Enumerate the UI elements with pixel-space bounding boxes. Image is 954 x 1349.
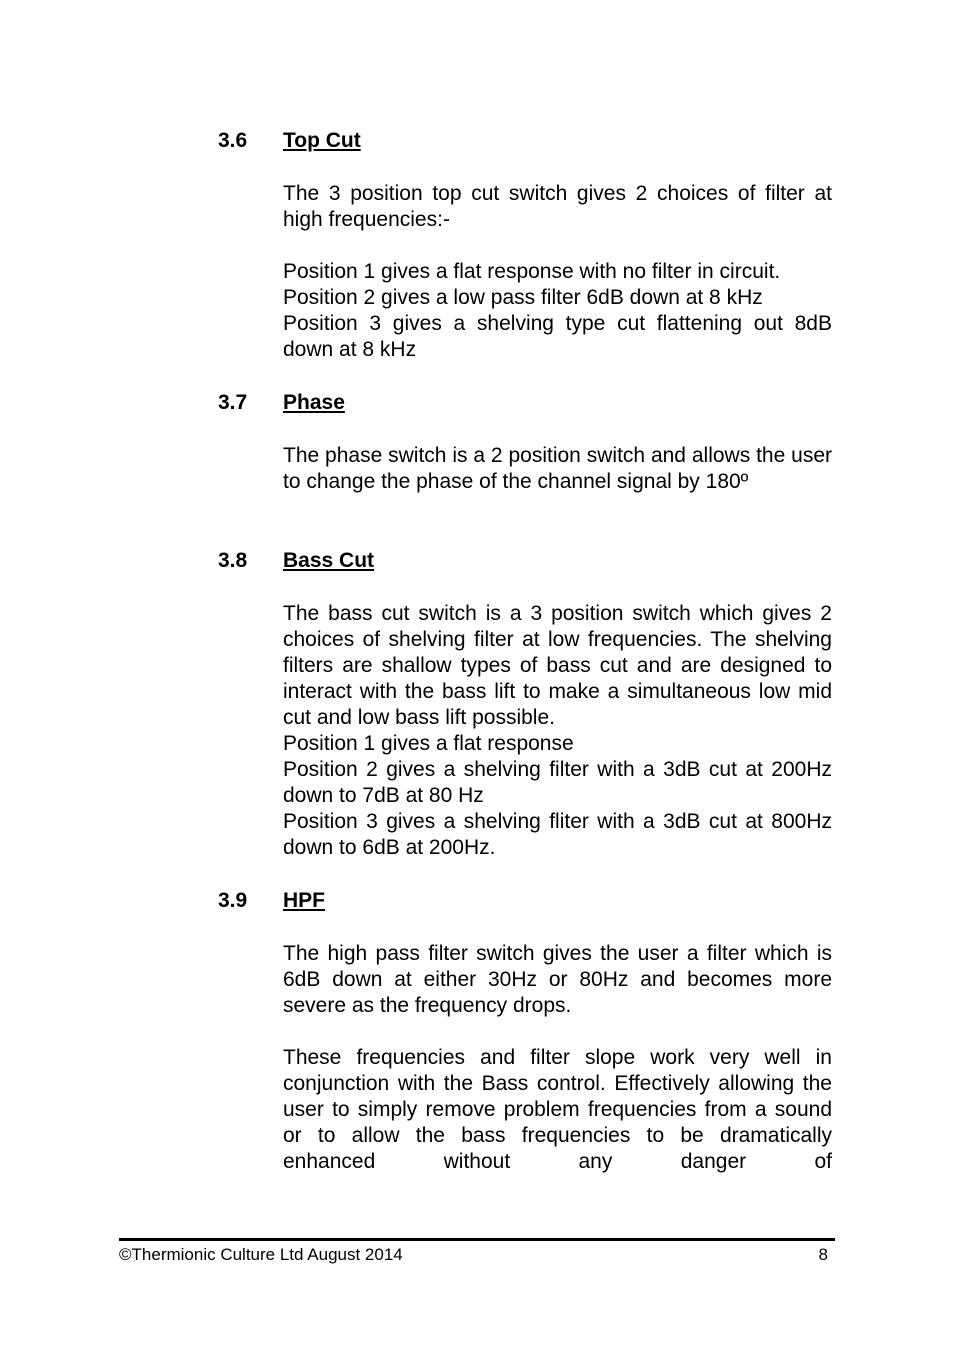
- list-item: Position 3 gives a shelving type cut flattening out 8dB down at 8 kHz: [283, 312, 832, 361]
- paragraph: The 3 position top cut switch gives 2 choices of filter at high frequencies:-: [283, 182, 832, 231]
- bass-cut-text: [283, 601, 832, 861]
- section-title: Bass Cut: [283, 549, 375, 572]
- section-heading-bass-cut: [218, 548, 374, 574]
- position-list: [283, 259, 832, 363]
- section-number: 3.9: [218, 889, 248, 912]
- section-heading-phase: [218, 390, 345, 416]
- paragraph: The phase switch is a 2 position switch and allows the user to change the phase of the channel signal by 180º: [283, 444, 832, 493]
- section-number: 3.7: [218, 391, 248, 414]
- page-number: 8: [818, 1245, 828, 1264]
- list-item: Position 1 gives a flat response: [283, 732, 574, 755]
- section-title: Top Cut: [283, 129, 361, 152]
- section-heading-top-cut: [218, 128, 361, 154]
- section-title: HPF: [283, 889, 325, 912]
- section-number: 3.8: [218, 549, 248, 572]
- section-number: 3.6: [218, 129, 248, 152]
- list-item: Position 2 gives a low pass filter 6dB down at 8 kHz: [283, 286, 763, 309]
- list-item: Position 3 gives a shelving fliter with a 3dB cut at 800Hz down to 6dB at 200Hz.: [283, 810, 832, 859]
- paragraph: These frequencies and filter slope work very well in conjunction with the Bass control. Effectively allowing the user to simply remove problem frequencies from a sound or to allow the bass frequencies to be dramatically enhanced without any danger of: [283, 1046, 832, 1173]
- list-item: Position 2 gives a shelving filter with a 3dB cut at 200Hz down to 7dB at 80 Hz: [283, 758, 832, 807]
- section-title: Phase: [283, 391, 345, 414]
- list-item: Position 1 gives a flat response with no filter in circuit.: [283, 260, 781, 283]
- paragraph: The high pass filter switch gives the user a filter which is 6dB down at either 30Hz or 80Hz and becomes more severe as the frequency drops.: [283, 942, 832, 1017]
- section-heading-hpf: [218, 888, 325, 914]
- paragraph: The bass cut switch is a 3 position switch which gives 2 choices of shelving filter at low frequencies. The shelving filters are shallow types of bass cut and are designed to interact with the bass lift to make a simultaneous low mid cut and low bass lift possible.: [283, 602, 832, 729]
- footer-copyright: ©Thermionic Culture Ltd August 2014: [119, 1245, 403, 1264]
- footer-divider: [119, 1238, 835, 1241]
